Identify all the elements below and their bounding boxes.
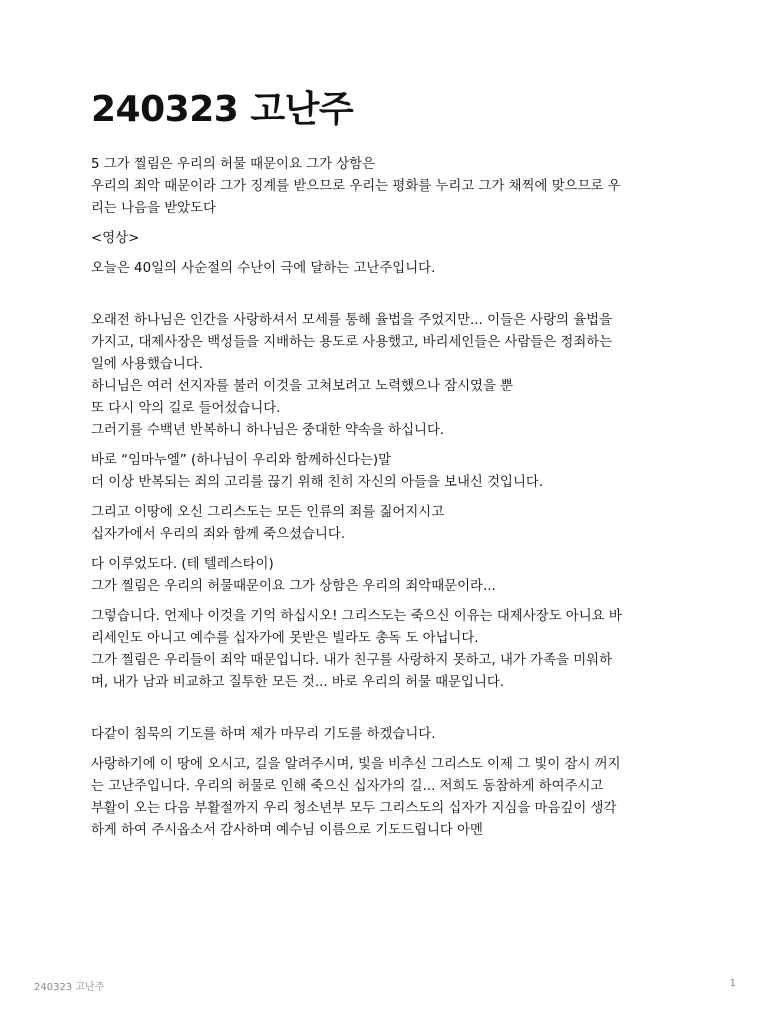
text-line: 더 이상 반복되는 죄의 고리를 끊기 위해 친히 자신의 아들을 보내신 것입니다.: [91, 475, 544, 490]
text-line: 가지고, 대제사장은 백성들을 지배하는 용도로 사용했고, 바리세인들은 사람들은 정죄하는: [91, 335, 613, 350]
text-line: 는 고난주입니다. 우리의 허물로 인해 죽으신 십자가의 길... 저희도 동참하게 하여주시고: [91, 779, 604, 794]
text-line: 일에 사용했습니다.: [91, 357, 203, 372]
paragraph-scripture: [91, 154, 681, 220]
text-line: 그가 찔림은 우리들이 죄악 때문입니다. 내가 친구를 사랑하지 못하고, 내가 가족을 미워하: [91, 653, 613, 668]
text-line: 부활이 오는 다음 부활절까지 우리 청소년부 모두 그리스도의 십자가 지심을 마음깊이 생각: [91, 801, 617, 816]
text-line: 다 이루었도다. (테 텔레스타이): [91, 557, 274, 572]
text-line: <영상>: [91, 231, 140, 246]
document-body: [91, 154, 681, 842]
text-line: 그리고 이땅에 오신 그리스도는 모든 인류의 죄를 짊어지시고: [91, 505, 445, 520]
text-line: 사랑하기에 이 땅에 오시고, 길을 알려주시며, 빛을 비추신 그리스도 이제 그 빛이 잠시 꺼지: [91, 757, 621, 772]
paragraph-immanuel: [91, 450, 681, 494]
text-line: 우리의 죄악 때문이라 그가 징계를 받으므로 우리는 평화를 누리고 그가 채찍에 맞으므로 우: [91, 179, 621, 194]
text-line: 다같이 침묵의 기도를 하며 제가 마무리 기도를 하겠습니다.: [91, 727, 436, 742]
paragraph-cross: [91, 502, 681, 546]
paragraph-prayer: [91, 754, 681, 842]
text-line: 그러기를 수백년 반복하니 하나님은 중대한 약속을 하십니다.: [91, 423, 445, 438]
text-line: 리는 나음을 받았도다: [91, 201, 216, 216]
text-line: 하게 하여 주시옵소서 감사하며 예수님 이름으로 기도드립니다 아멘: [91, 823, 483, 838]
page-number: 1: [729, 978, 736, 989]
page-title: 240323 고난주: [91, 89, 354, 130]
text-line: 오래전 하나님은 인간을 사랑하셔서 모세를 통해 율법을 주었지만... 이들은 사랑의 율법을: [91, 313, 613, 328]
text-line: 5 그가 찔림은 우리의 허물 때문이요 그가 상함은: [91, 157, 376, 172]
text-line: 또 다시 악의 길로 들어섰습니다.: [91, 401, 281, 416]
paragraph-tetelestai: [91, 554, 681, 598]
text-line: 하니님은 여러 선지자를 불러 이것을 고쳐보려고 노력했으나 잠시였을 뿐: [91, 379, 514, 394]
text-line: 리세인도 아니고 예수를 십자가에 못받은 빌라도 총독 도 아닙니다.: [91, 631, 479, 646]
text-line: 그가 찔림은 우리의 허물때문이요 그가 상함은 우리의 죄악때문이라...: [91, 579, 496, 594]
text-line: 십자가에서 우리의 죄와 함께 죽으셨습니다.: [91, 527, 346, 542]
text-line: 바로 “임마누엘” (하나님이 우리와 함께하신다는)말: [91, 453, 392, 468]
text-line: 며, 내가 남과 비교하고 질투한 모든 것... 바로 우리의 허물 때문입니다.: [91, 675, 505, 690]
paragraph-remember: [91, 606, 681, 694]
paragraph-intro: [91, 258, 681, 280]
paragraph-prayer-intro: [91, 724, 681, 746]
text-line: 오늘은 40일의 사순절의 수난이 극에 달하는 고난주입니다.: [91, 261, 436, 276]
text-line: 그렇습니다. 언제나 이것을 기억 하십시오! 그리스도는 죽으신 이유는 대제사장도 아니요 바: [91, 609, 622, 624]
footer-label: 240323 고난주: [34, 982, 105, 993]
paragraph-law: [91, 310, 681, 442]
paragraph-video-label: [91, 228, 681, 250]
